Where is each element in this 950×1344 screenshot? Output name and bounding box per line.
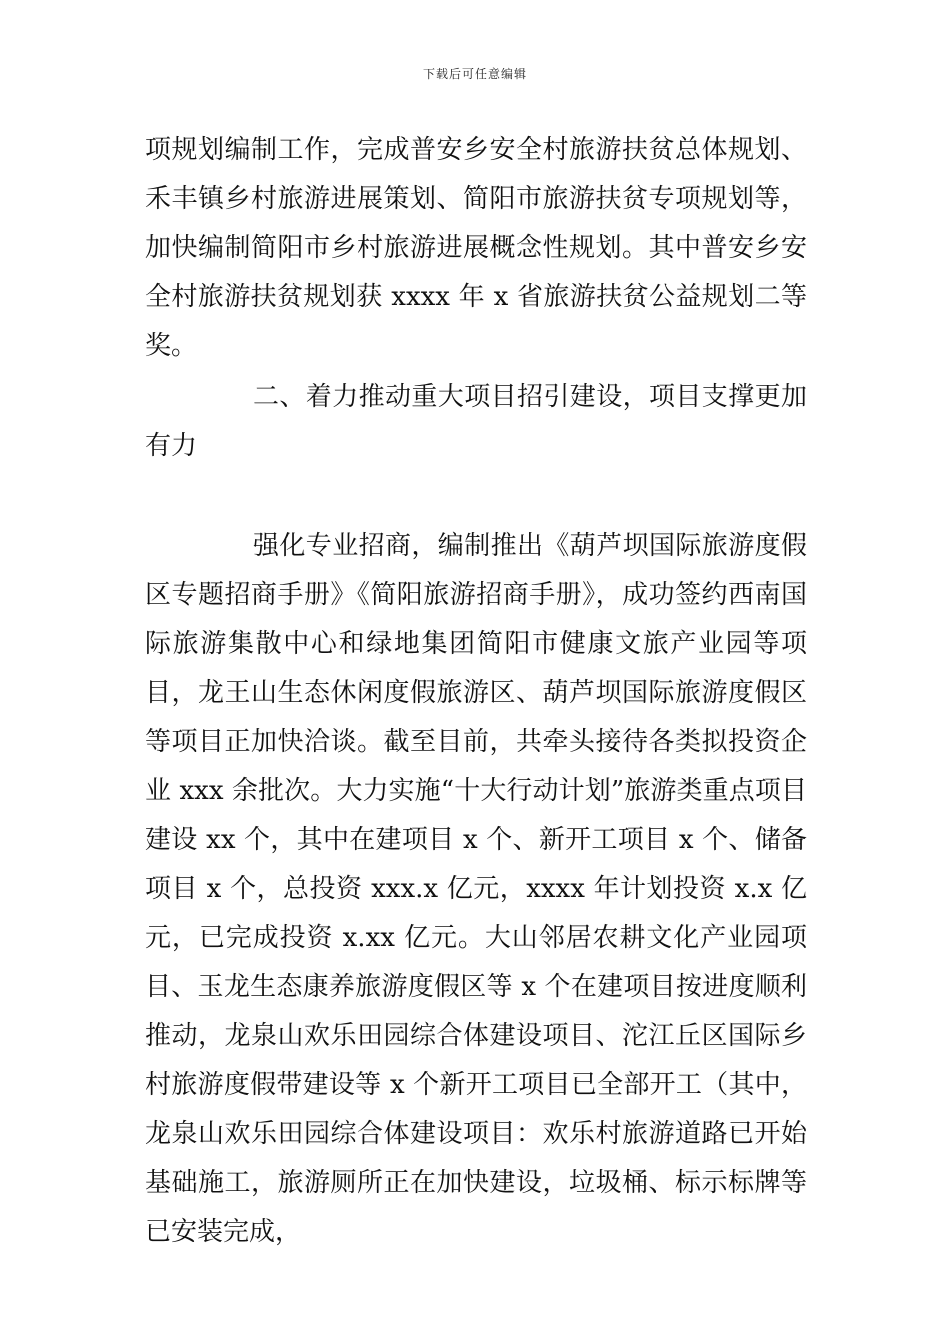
page-header: 下载后可任意编辑 — [422, 67, 527, 81]
section-heading-major-projects: 二、着力推动重大项目招引建设，项目支撑更加有力 — [145, 382, 807, 461]
paragraph-planning-work: 项规划编制工作，完成普安乡安全村旅游扶贫总体规划、禾丰镇乡村旅游进展策划、简阳市旅游扶贫专项规划等，加快编制简阳市乡村旅游进展概念性规划。其中普安乡安全村旅游扶贫规划获 xxxx 年 x 省旅游扶贫公益规划二等奖。 — [145, 135, 807, 361]
paragraph-investment-promotion: 强化专业招商，编制推出《葫芦坝国际旅游度假区专题招商手册》《简阳旅游招商手册》，成功签约西南国际旅游集散中心和绿地集团简阳市健康文旅产业园等项目，龙王山生态休闲度假旅游区、葫芦坝国际旅游度假区等项目正加快洽谈。截至目前，共牵头接待各类拟投资企业 xxx 余批次。大力实施“十大行动计划”旅游类重点项目建设 xx 个，其中在建项目 x 个、新开工项目 x 个、储备项目 x 个，总投资 xxx.x 亿元，xxxx 年计划投资 x.x 亿元，已完成投资 x.xx 亿元。大山邻居农耕文化产业园项目、玉龙生态康养旅游度假区等 x 个在建项目按进度顺利推动，龙泉山欢乐田园综合体建设项目、沱江丘区国际乡村旅游度假带建设等 x 个新开工项目已全部开工（其中，龙泉山欢乐田园综合体建设项目：欢乐村旅游道路已开始基础施工，旅游厕所正在加快建设，垃圾桶、标示标牌等已安装完成， — [145, 531, 807, 1247]
